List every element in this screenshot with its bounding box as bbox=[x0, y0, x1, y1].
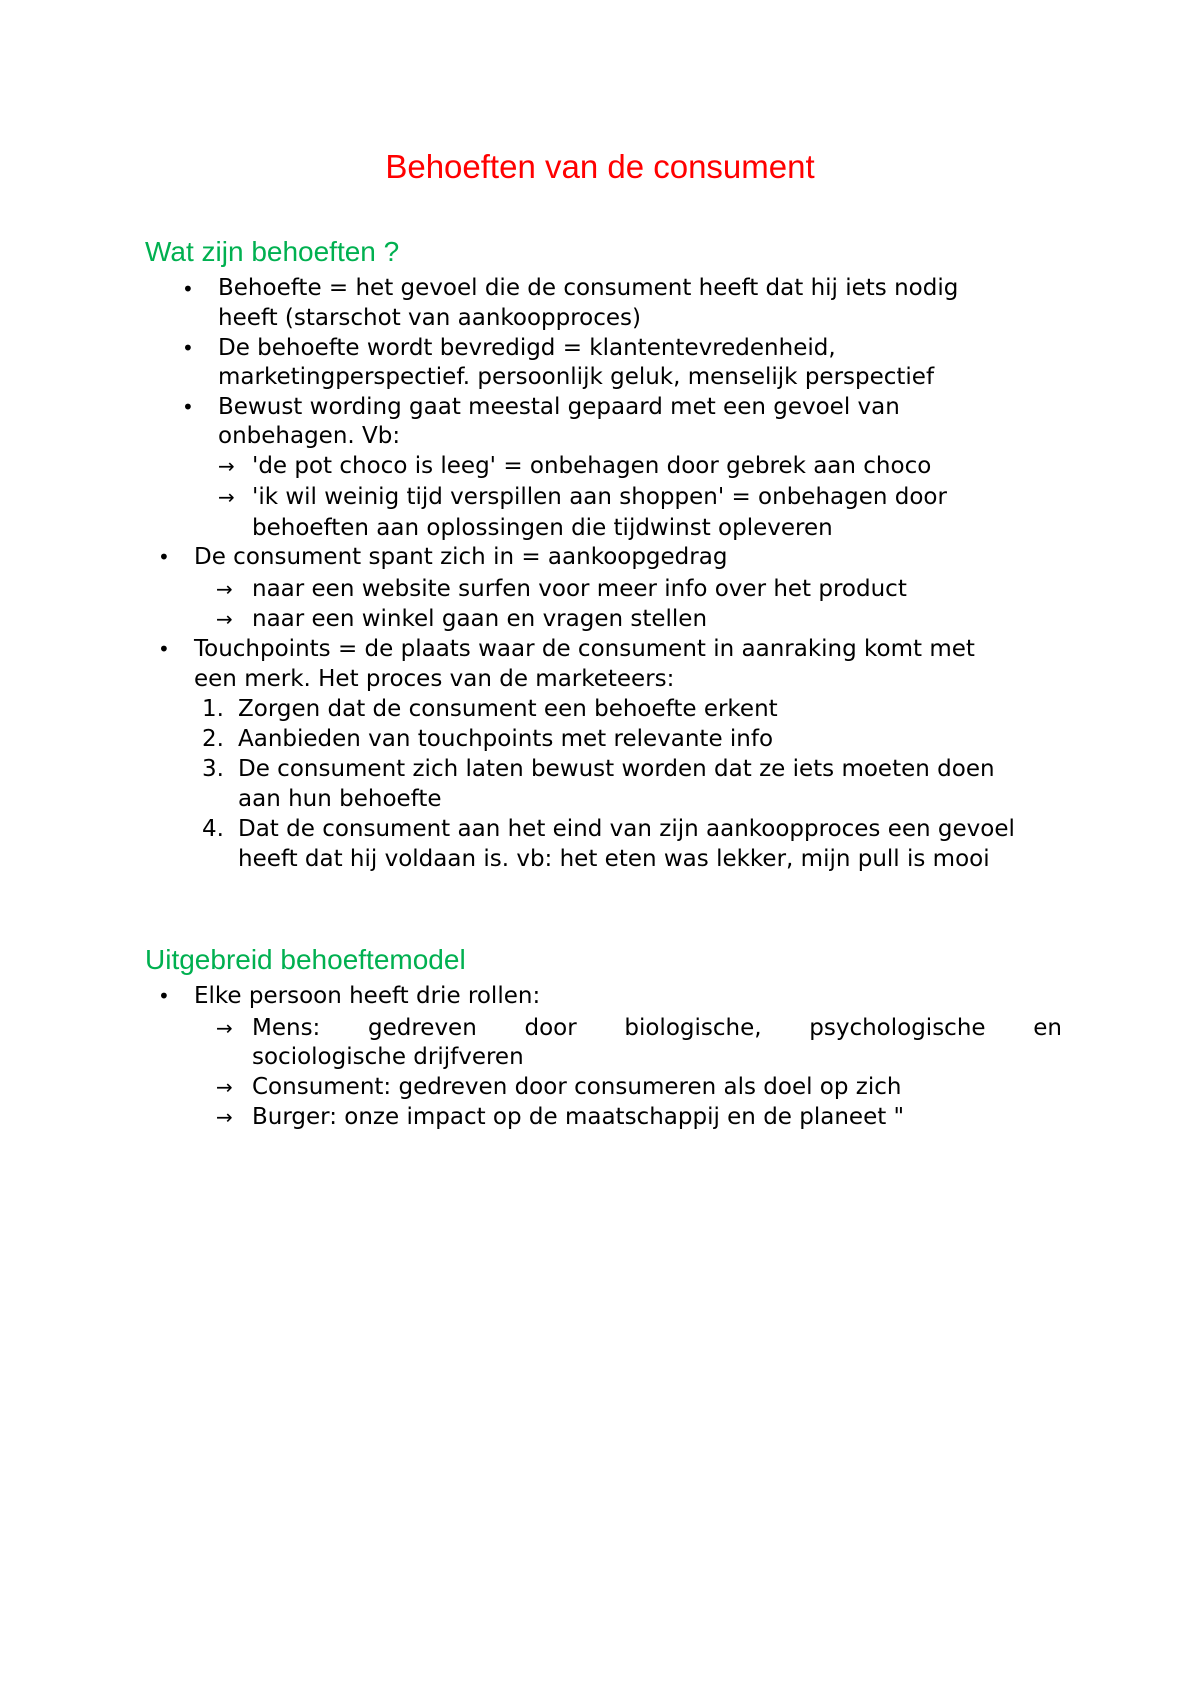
role-word: psychologische bbox=[809, 1015, 986, 1041]
step-number: 2. bbox=[202, 726, 224, 752]
step-number: 1. bbox=[202, 696, 224, 722]
bullet-text: Bewust wording gaat meestal gepaard met een gevoel van bbox=[218, 394, 900, 420]
bullet-text: heeft (starschot van aankoopproces) bbox=[218, 305, 642, 331]
step-text: heeft dat hij voldaan is. vb: het eten was lekker, mijn pull is mooi bbox=[238, 846, 990, 872]
role-text-justified bbox=[252, 1013, 1062, 1043]
role-text: Burger: onze impact op de maatschappij en de planeet " bbox=[252, 1104, 905, 1130]
role-word: gedreven bbox=[368, 1015, 477, 1041]
example-text: behoeften aan oplossingen die tijdwinst opleveren bbox=[252, 515, 833, 541]
bullet-icon: • bbox=[158, 984, 170, 1008]
arrow-icon: → bbox=[218, 485, 235, 509]
step-text: aan hun behoefte bbox=[238, 786, 442, 812]
role-text: sociologische drijfveren bbox=[252, 1044, 524, 1070]
sub-item-text: naar een website surfen voor meer info over het product bbox=[252, 576, 907, 602]
bullet-icon: • bbox=[158, 545, 170, 569]
role-word: door bbox=[524, 1015, 577, 1041]
example-text: 'ik wil weinig tijd verspillen aan shoppen' = onbehagen door bbox=[252, 484, 947, 510]
bullet-text: onbehagen. Vb: bbox=[218, 423, 401, 449]
role-text: Consument: gedreven door consumeren als doel op zich bbox=[252, 1074, 902, 1100]
bullet-text: De behoefte wordt bevredigd = klantentevredenheid, bbox=[218, 335, 836, 361]
role-word: biologische, bbox=[624, 1015, 762, 1041]
section-heading-wat-zijn-behoeften: Wat zijn behoeften ? bbox=[145, 236, 400, 267]
role-word: Mens: bbox=[252, 1015, 321, 1041]
section-heading-uitgebreid-behoeftemodel: Uitgebreid behoeftemodel bbox=[145, 944, 466, 975]
step-text: Zorgen dat de consument een behoefte erkent bbox=[238, 696, 778, 722]
arrow-icon: → bbox=[216, 577, 233, 601]
sub-item-text: naar een winkel gaan en vragen stellen bbox=[252, 606, 708, 632]
arrow-icon: → bbox=[216, 1105, 233, 1129]
arrow-icon: → bbox=[216, 607, 233, 631]
bullet-icon: • bbox=[182, 277, 194, 301]
step-text: De consument zich laten bewust worden dat ze iets moeten doen bbox=[238, 756, 995, 782]
bullet-text: Elke persoon heeft drie rollen: bbox=[194, 983, 541, 1009]
step-number: 4. bbox=[202, 816, 224, 842]
bullet-text: marketingperspectief. persoonlijk geluk, menselijk perspectief bbox=[218, 364, 935, 390]
arrow-icon: → bbox=[216, 1075, 233, 1099]
step-text: Dat de consument aan het eind van zijn aankoopproces een gevoel bbox=[238, 816, 1015, 842]
bullet-icon: • bbox=[158, 637, 170, 661]
bullet-icon: • bbox=[182, 395, 194, 419]
bullet-icon: • bbox=[182, 336, 194, 360]
arrow-icon: → bbox=[218, 454, 235, 478]
document-title: Behoeften van de consument bbox=[385, 148, 815, 185]
role-word: en bbox=[1033, 1015, 1062, 1041]
arrow-icon: → bbox=[216, 1016, 233, 1040]
bullet-text: Behoefte = het gevoel die de consument heeft dat hij iets nodig bbox=[218, 275, 959, 301]
example-text: 'de pot choco is leeg' = onbehagen door gebrek aan choco bbox=[252, 453, 932, 479]
bullet-text: Touchpoints = de plaats waar de consument in aanraking komt met bbox=[194, 636, 975, 662]
step-text: Aanbieden van touchpoints met relevante info bbox=[238, 726, 774, 752]
bullet-text: De consument spant zich in = aankoopgedrag bbox=[194, 544, 728, 570]
bullet-text: een merk. Het proces van de marketeers: bbox=[194, 666, 675, 692]
step-number: 3. bbox=[202, 756, 224, 782]
